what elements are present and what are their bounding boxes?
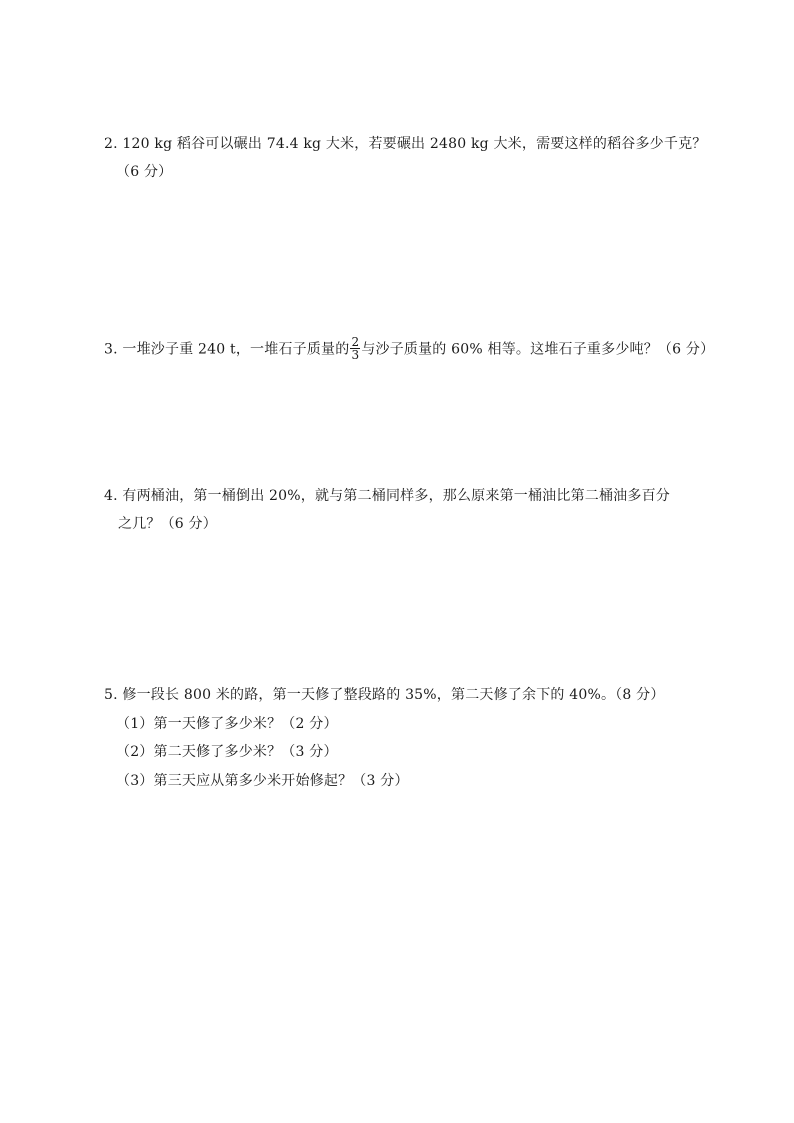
question-5-subquestion-2: （2）第二天修了多少米？（3 分）: [116, 744, 338, 760]
fraction-denominator: 3: [351, 348, 360, 362]
question-3-text-before-fraction: 3. 一堆沙子重 240 t，一堆石子质量的: [104, 341, 350, 358]
question-3-text: [104, 337, 714, 362]
question-2-text: 2. 120 kg 稻谷可以碾出 74.4 kg 大米，若要碾出 2480 kg 大米，需要这样的稻谷多少千克？: [104, 136, 707, 152]
question-2-score: （6 分）: [116, 164, 173, 180]
question-5-subquestion-3: （3）第三天应从第多少米开始修起？（3 分）: [116, 773, 409, 789]
question-5-subquestion-1: （1）第一天修了多少米？（2 分）: [116, 716, 338, 732]
fraction-two-thirds: [350, 336, 360, 361]
fraction-numerator: 2: [351, 335, 360, 349]
question-5-text: 5. 修一段长 800 米的路，第一天修了整段路的 35%，第二天修了余下的 40%。（8 分）: [104, 687, 665, 703]
question-3-text-after-fraction: 与沙子质量的 60% 相等。这堆石子重多少吨？（6 分）: [361, 341, 715, 358]
question-4-text: 4. 有两桶油，第一桶倒出 20%，就与第二桶同样多，那么原来第一桶油比第二桶油多百分: [104, 488, 670, 504]
question-4-text-continued: 之几？（6 分）: [118, 516, 217, 532]
